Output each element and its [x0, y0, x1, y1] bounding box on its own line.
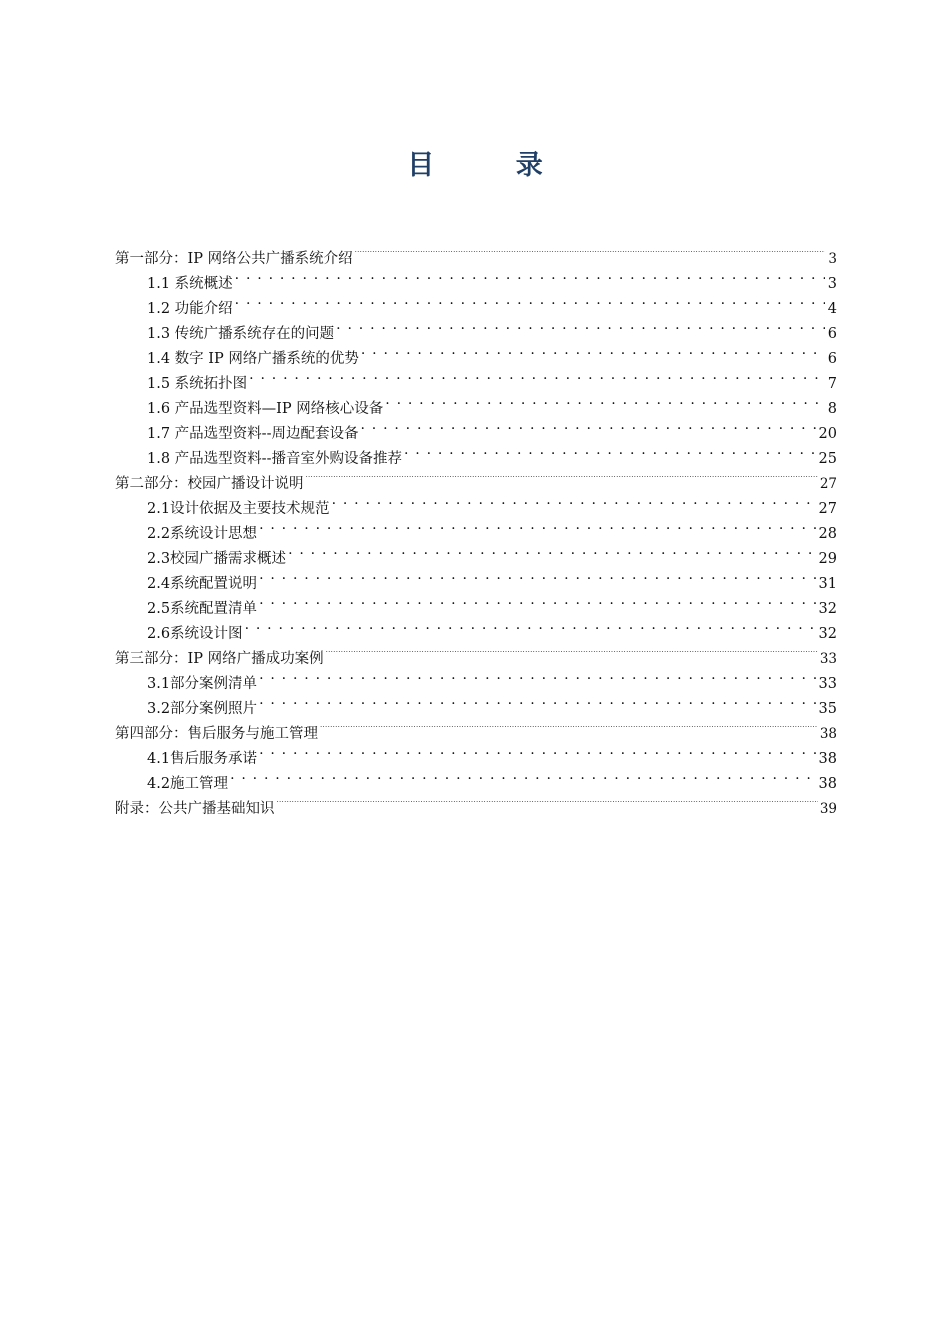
toc-dot-leader [235, 288, 825, 313]
toc-entry-label: 1.6 产品选型资料—IP 网络核心设备 [147, 401, 384, 417]
toc-entry-label: 2.3校园广播需求概述 [147, 551, 287, 567]
toc-dot-leader [360, 413, 816, 438]
toc-dot-leader [320, 713, 818, 738]
table-of-contents [115, 238, 837, 817]
toc-entry-label: 1.1 系统概述 [147, 276, 233, 292]
toc-entry-label: 第一部分：IP 网络公共广播系统介绍 [115, 251, 353, 267]
toc-dot-leader [249, 363, 825, 388]
toc-page-number: 27 [819, 476, 837, 492]
toc-dot-leader [404, 438, 817, 463]
toc-dot-leader [245, 613, 817, 638]
toc-dot-leader [259, 663, 816, 688]
toc-entry-label: 1.3 传统广播系统存在的问题 [147, 326, 335, 342]
toc-entry-label: 2.2系统设计思想 [147, 526, 258, 542]
toc-dot-leader [326, 638, 818, 663]
toc-entry-label: 1.7 产品选型资料--周边配套设备 [147, 426, 359, 442]
toc-dot-leader [288, 538, 816, 563]
toc-entry-label: 2.1设计依据及主要技术规范 [147, 501, 330, 517]
toc-page-number: 3 [827, 276, 837, 292]
toc-entry-label: 第三部分：IP 网络广播成功案例 [115, 651, 324, 667]
toc-dot-leader [259, 588, 816, 613]
toc-entry-label: 第二部分：校园广播设计说明 [115, 476, 304, 492]
toc-entry-label: 1.4 数字 IP 网络广播系统的优势 [147, 351, 359, 367]
toc-dot-leader [385, 388, 825, 413]
toc-dot-leader [332, 488, 817, 513]
toc-entry-label: 2.5系统配置清单 [147, 601, 258, 617]
toc-dot-leader [259, 563, 816, 588]
toc-page-number: 39 [819, 801, 837, 817]
toc-entry-label: 4.1售后服务承诺 [147, 751, 258, 767]
toc-dot-leader [277, 788, 818, 813]
toc-page-number: 38 [819, 726, 837, 742]
toc-page-number: 38 [818, 751, 837, 767]
toc-entry-label: 附录：公共广播基础知识 [115, 801, 275, 817]
toc-page-number: 33 [819, 651, 837, 667]
toc-page-number: 38 [818, 776, 837, 792]
toc-entry-label: 1.2 功能介绍 [147, 301, 233, 317]
toc-entry-label: 第四部分：售后服务与施工管理 [115, 726, 318, 742]
toc-entry-label: 4.2施工管理 [147, 776, 229, 792]
toc-page-number: 35 [818, 701, 837, 717]
toc-page-number: 27 [818, 501, 837, 517]
toc-page-number: 32 [818, 626, 837, 642]
toc-dot-leader [306, 463, 818, 488]
toc-page-number: 6 [827, 326, 837, 342]
toc-page-number: 33 [818, 676, 837, 692]
toc-dot-leader [336, 313, 825, 338]
toc-page-number: 3 [828, 251, 837, 267]
toc-page-number: 31 [818, 576, 837, 592]
toc-page-number: 4 [827, 301, 837, 317]
toc-entry-label: 3.2部分案例照片 [147, 701, 258, 717]
toc-entry-label: 1.8 产品选型资料--播音室外购设备推荐 [147, 451, 402, 467]
toc-page-number: 20 [818, 426, 837, 442]
toc-dot-leader [355, 238, 825, 263]
toc-page-number: 7 [827, 376, 837, 392]
toc-page-number: 29 [818, 551, 837, 567]
toc-page-number: 8 [827, 401, 837, 417]
toc-page-number: 6 [827, 351, 837, 367]
toc-dot-leader [259, 688, 816, 713]
toc-dot-leader [259, 738, 816, 763]
page-title: 目 录 [407, 150, 579, 181]
toc-dot-leader [259, 513, 816, 538]
toc-page-number: 32 [818, 601, 837, 617]
toc-entry-label: 1.5 系统拓扑图 [147, 376, 248, 392]
toc-entry-label: 2.6系统设计图 [147, 626, 243, 642]
toc-page-number: 28 [818, 526, 837, 542]
toc-entry-label: 2.4系统配置说明 [147, 576, 258, 592]
toc-dot-leader [235, 263, 825, 288]
toc-dot-leader [361, 338, 825, 363]
toc-dot-leader [230, 763, 816, 788]
toc-entry-label: 3.1部分案例清单 [147, 676, 258, 692]
toc-page-number: 25 [818, 451, 837, 467]
toc-part-entry[interactable] [115, 238, 837, 267]
